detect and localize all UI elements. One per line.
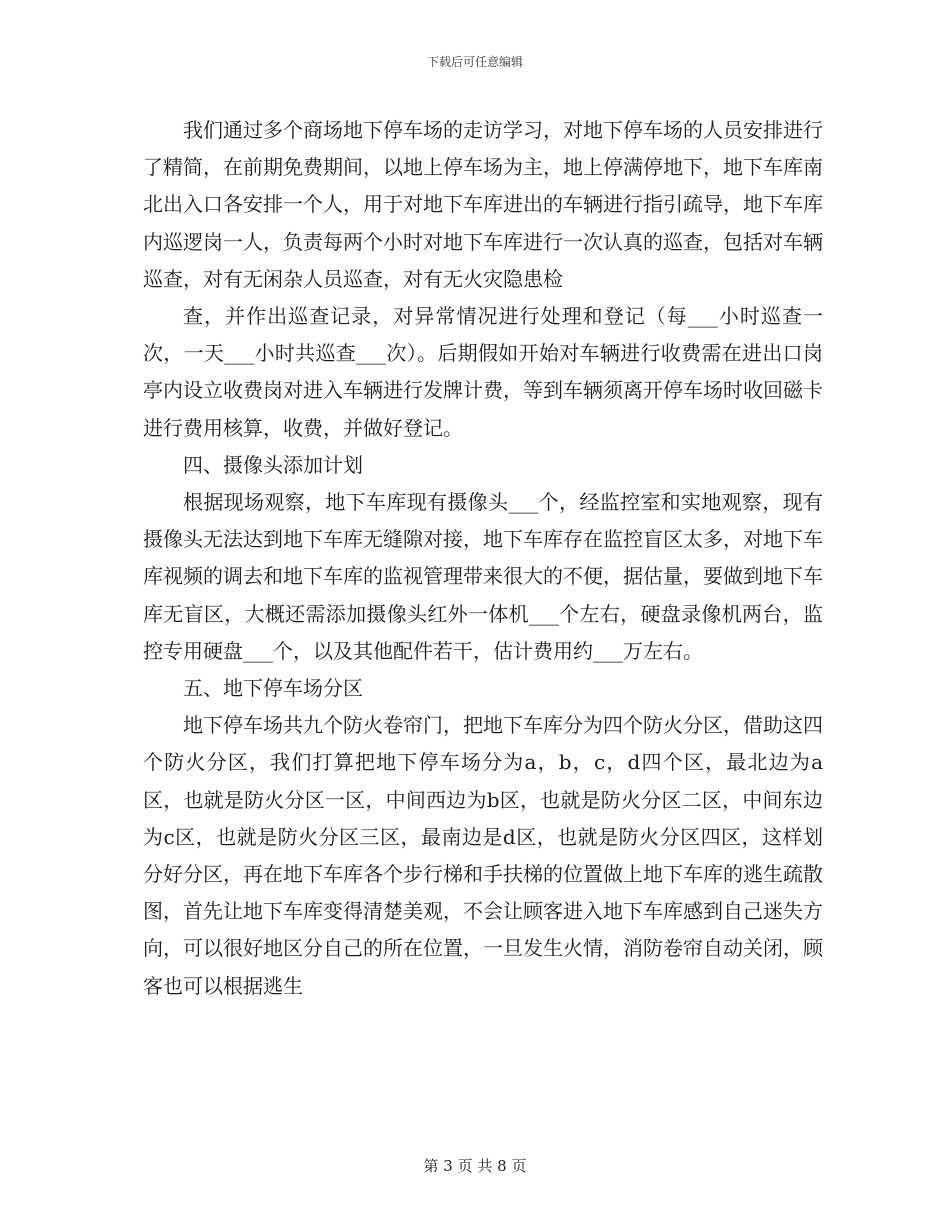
page-number: 第 3 页 共 8 页 — [423, 1157, 527, 1175]
section-heading-parking-zones: 五、地下停车场分区 — [183, 676, 363, 701]
document-body — [143, 112, 823, 1005]
paragraph-patrol-record-fees: 查，并作出巡查记录，对异常情况进行处理和登记（每___小时巡查一次，一天___小时共巡查___次）。后期假如开始对车辆进行收费需在进出口岗亭内设立收费岗对进入车辆进行发牌计费，等到车辆须离开停车场时收回磁卡进行费用核算，收费，并做好登记。 — [143, 304, 823, 440]
section-heading-camera-plan: 四、摄像头添加计划 — [183, 452, 363, 477]
page-header: 下载后可任意编辑 — [426, 55, 523, 69]
paragraph-camera-plan: 根据现场观察，地下车库现有摄像头___个，经监控室和实地观察，现有摄像头无法达到地下车库无缝隙对接，地下车库存在监控盲区太多，对地下车库视频的调去和地下车库的监视管理带来很大的不便，据估量，要做到地下车库无盲区，大概还需添加摄像头红外一体机___个左右，硬盘录像机两台，监控专用硬盘___个，以及其他配件若干，估计费用约___万左右。 — [143, 490, 823, 663]
paragraph-parking-zones: 地下停车场共九个防火卷帘门，把地下车库分为四个防火分区，借助这四个防火分区，我们打算把地下停车场分为a，b，c，d四个区，最北边为a区，也就是防火分区一区，中间西边为b区，也就是防火分区二区，中间东边为c区，也就是防火分区三区，最南边是d区，也就是防火分区四区，这样划分好分区，再在地下车库各个步行梯和手扶梯的位置做上地下车库的逃生疏散图，首先让地下车库变得清楚美观，不会让顾客进入地下车库感到自己迷失方向，可以很好地区分自己的所在位置，一旦发生火情，消防卷帘自动关闭，顾客也可以根据逃生 — [143, 713, 823, 998]
paragraph-patrol-arrangement: 我们通过多个商场地下停车场的走访学习，对地下停车场的人员安排进行了精简，在前期免费期间，以地上停车场为主，地上停满停地下，地下车库南北出入口各安排一个人，用于对地下车库进出的车辆进行指引疏导，地下车库内巡逻岗一人，负责每两个小时对地下车库进行一次认真的巡查，包括对车辆巡查，对有无闲杂人员巡查，对有无火灾隐患检 — [143, 118, 823, 291]
